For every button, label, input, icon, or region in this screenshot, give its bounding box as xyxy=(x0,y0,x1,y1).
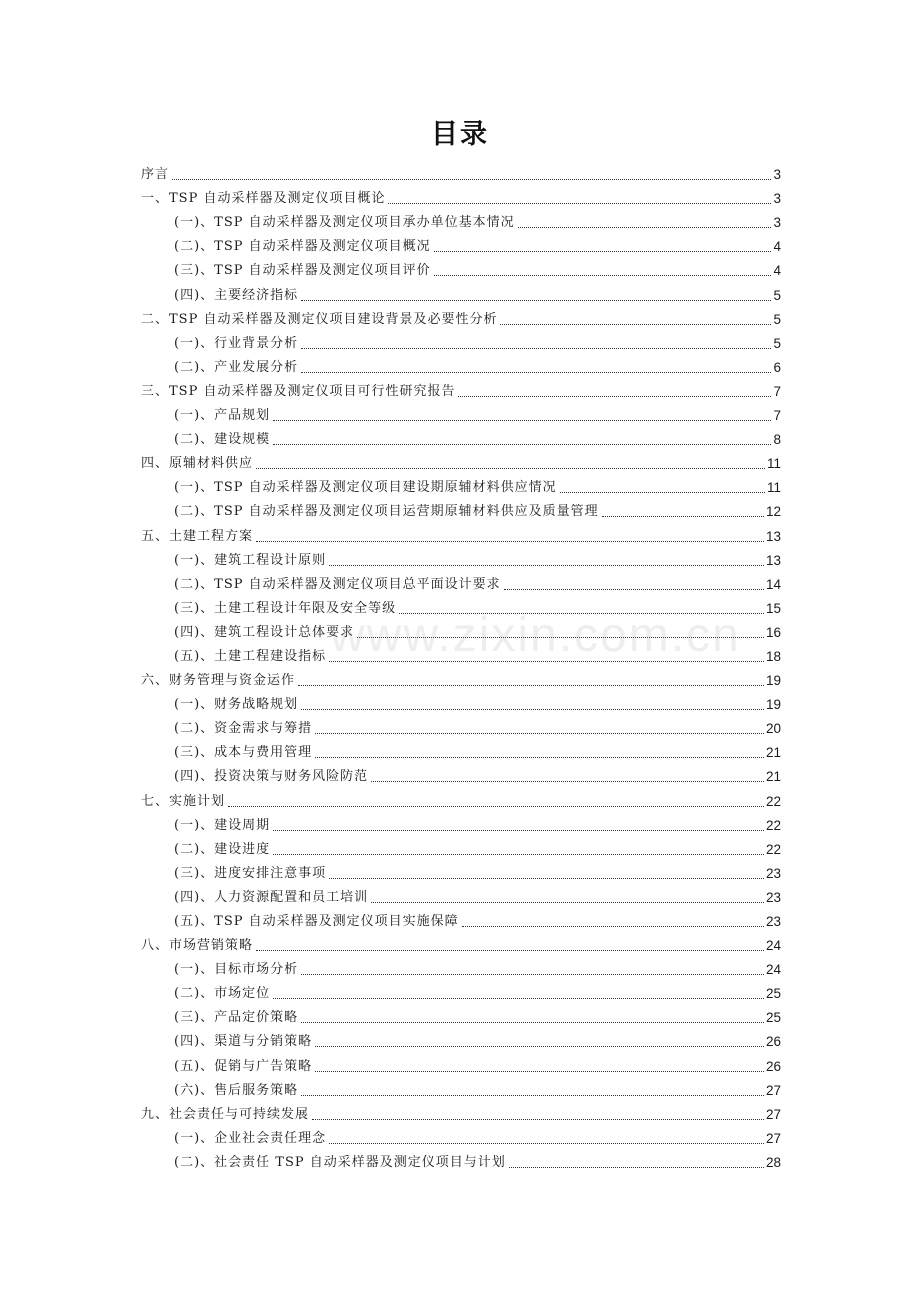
toc-dot-leader xyxy=(399,613,764,614)
toc-section-entry[interactable] xyxy=(141,955,781,979)
toc-entry-title: (三)、TSP 自动采样器及测定仪项目评价 xyxy=(174,263,431,279)
toc-page-number: 8 xyxy=(773,432,781,448)
toc-dot-leader xyxy=(273,830,764,831)
toc-section-entry[interactable] xyxy=(141,353,781,377)
toc-dot-leader xyxy=(256,950,764,951)
toc-dot-leader xyxy=(329,661,764,662)
toc-page-number: 11 xyxy=(766,456,781,472)
toc-dot-leader xyxy=(273,998,764,999)
toc-entry-title: (一)、企业社会责任理念 xyxy=(174,1130,327,1146)
toc-section-entry[interactable] xyxy=(141,714,781,738)
toc-section-entry[interactable] xyxy=(141,907,781,931)
toc-entry-title: (五)、土建工程建设指标 xyxy=(174,648,327,664)
toc-dot-leader xyxy=(458,396,771,397)
toc-entry-title: 三、TSP 自动采样器及测定仪项目可行性研究报告 xyxy=(141,383,456,399)
toc-chapter-entry[interactable] xyxy=(141,305,781,329)
toc-dot-leader xyxy=(434,251,772,252)
toc-page-number: 23 xyxy=(765,865,781,881)
toc-entry-title: (一)、TSP 自动采样器及测定仪项目建设期原辅材料供应情况 xyxy=(174,480,557,496)
toc-section-entry[interactable] xyxy=(141,979,781,1003)
toc-page-number: 23 xyxy=(765,914,781,929)
toc-dot-leader xyxy=(228,806,764,807)
toc-dot-leader xyxy=(256,468,765,469)
toc-page-number: 25 xyxy=(765,1010,781,1026)
toc-page-number: 27 xyxy=(765,1082,781,1098)
toc-entry-title: 七、实施计划 xyxy=(141,793,226,809)
toc-page-number: 6 xyxy=(773,359,781,375)
toc-entry-title: (二)、产业发展分析 xyxy=(174,359,299,375)
toc-dot-leader xyxy=(172,179,771,180)
toc-chapter-entry[interactable] xyxy=(141,1100,781,1124)
toc-dot-leader xyxy=(315,1046,764,1047)
toc-page-number: 4 xyxy=(773,263,781,279)
toc-dot-leader xyxy=(329,1143,764,1144)
toc-dot-leader xyxy=(301,1095,764,1096)
toc-page-number: 26 xyxy=(765,1034,781,1050)
toc-dot-leader xyxy=(329,878,764,879)
toc-entry-title: (四)、投资决策与财务风险防范 xyxy=(174,769,369,785)
toc-dot-leader xyxy=(357,637,764,638)
toc-section-entry[interactable] xyxy=(141,738,781,762)
toc-entry-title: (二)、市场定位 xyxy=(174,986,271,1002)
toc-section-entry[interactable] xyxy=(141,859,781,883)
toc-page-number: 13 xyxy=(765,528,781,544)
toc-entry-title: (一)、财务战略规划 xyxy=(174,697,299,713)
toc-section-entry[interactable] xyxy=(141,256,781,280)
toc-chapter-entry[interactable] xyxy=(141,786,781,810)
toc-entry-title: (三)、产品定价策略 xyxy=(174,1010,299,1026)
toc-entry-title: (四)、主要经济指标 xyxy=(174,287,299,303)
toc-entry-title: 二、TSP 自动采样器及测定仪项目建设背景及必要性分析 xyxy=(141,311,498,327)
toc-page-number: 3 xyxy=(773,215,781,231)
toc-dot-leader xyxy=(602,516,764,517)
toc-entry-title: (六)、售后服务策略 xyxy=(174,1082,299,1098)
toc-section-entry[interactable] xyxy=(141,425,781,449)
toc-section-entry[interactable] xyxy=(141,1124,781,1148)
toc-page-number: 14 xyxy=(765,576,781,592)
toc-section-entry[interactable] xyxy=(141,1027,781,1051)
toc-page-number: 5 xyxy=(773,311,781,327)
toc-section-entry[interactable] xyxy=(141,329,781,353)
page-title: 目录 xyxy=(431,119,489,150)
toc-dot-leader xyxy=(273,420,771,421)
toc-page-number: 22 xyxy=(765,793,781,809)
toc-entry-title: (一)、产品规划 xyxy=(174,408,271,424)
toc-entry-title: (一)、行业背景分析 xyxy=(174,335,299,351)
toc-section-entry[interactable] xyxy=(141,497,781,521)
toc-page-number: 7 xyxy=(773,383,781,399)
toc-dot-leader xyxy=(301,974,764,975)
toc-page-number: 19 xyxy=(765,673,781,689)
toc-dot-leader xyxy=(315,1071,764,1072)
toc-page-number: 3 xyxy=(773,167,781,183)
toc-section-entry[interactable] xyxy=(141,594,781,618)
toc-page-number: 19 xyxy=(765,697,781,713)
toc-section-entry[interactable] xyxy=(141,883,781,907)
toc-page-number: 21 xyxy=(765,745,781,761)
toc-entry-title: 六、财务管理与资金运作 xyxy=(141,673,296,689)
toc-chapter-entry[interactable] xyxy=(141,931,781,955)
toc-dot-leader xyxy=(301,300,771,301)
toc-dot-leader xyxy=(388,203,771,204)
toc-dot-leader xyxy=(315,733,764,734)
toc-entry-title: (一)、目标市场分析 xyxy=(174,962,299,978)
toc-section-entry[interactable] xyxy=(141,811,781,835)
toc-page-number: 22 xyxy=(765,817,781,833)
toc-dot-leader xyxy=(256,541,764,542)
toc-page-number: 23 xyxy=(765,889,781,905)
toc-dot-leader xyxy=(301,709,764,710)
toc-dot-leader xyxy=(504,589,764,590)
toc-page-number: 13 xyxy=(765,552,781,568)
toc-page-number: 3 xyxy=(773,191,781,207)
toc-dot-leader xyxy=(301,372,771,373)
toc-entry-title: 五、土建工程方案 xyxy=(141,528,254,544)
toc-section-entry[interactable] xyxy=(141,401,781,425)
toc-section-entry[interactable] xyxy=(141,690,781,714)
toc-section-entry[interactable] xyxy=(141,232,781,256)
toc-dot-leader xyxy=(500,324,771,325)
toc-entry-title: (三)、成本与费用管理 xyxy=(174,745,313,761)
toc-page-number: 5 xyxy=(773,335,781,351)
toc-section-entry[interactable] xyxy=(141,835,781,859)
toc-dot-leader xyxy=(509,1167,764,1168)
toc-page-number: 27 xyxy=(765,1130,781,1146)
toc-entry-title: (五)、TSP 自动采样器及测定仪项目实施保障 xyxy=(174,914,459,929)
toc-chapter-entry[interactable] xyxy=(141,521,781,545)
toc-entry-title: (三)、进度安排注意事项 xyxy=(174,865,327,881)
toc-entry-title: (五)、促销与广告策略 xyxy=(174,1058,313,1074)
toc-entry-title: 序言 xyxy=(141,167,170,183)
toc-entry-title: (四)、建筑工程设计总体要求 xyxy=(174,624,355,640)
toc-page-number: 28 xyxy=(765,1154,781,1170)
toc-chapter-entry[interactable] xyxy=(141,184,781,208)
toc-entry-title: 八、市场营销策略 xyxy=(141,938,254,954)
toc-chapter-entry[interactable] xyxy=(141,377,781,401)
toc-entry-title: 四、原辅材料供应 xyxy=(141,456,254,472)
toc-page-number: 25 xyxy=(765,986,781,1002)
toc-page-number: 12 xyxy=(765,504,781,520)
toc-page-number: 15 xyxy=(765,600,781,616)
toc-dot-leader xyxy=(371,781,764,782)
toc-entry-title: (二)、社会责任 TSP 自动采样器及测定仪项目与计划 xyxy=(174,1154,506,1170)
toc-page-number: 18 xyxy=(765,648,781,664)
toc-entry-title: (二)、资金需求与筹措 xyxy=(174,721,313,737)
toc-dot-leader xyxy=(312,1119,764,1120)
toc-chapter-entry[interactable] xyxy=(141,666,781,690)
toc-entry-title: 九、社会责任与可持续发展 xyxy=(141,1106,310,1122)
toc-section-entry[interactable] xyxy=(141,1148,781,1172)
toc-page-number: 5 xyxy=(773,287,781,303)
toc-page-number: 24 xyxy=(765,938,781,954)
toc-dot-leader xyxy=(273,444,771,445)
toc-page-number: 26 xyxy=(765,1058,781,1074)
table-of-contents xyxy=(141,160,781,1172)
toc-entry-title: (一)、建筑工程设计原则 xyxy=(174,552,327,568)
toc-chapter-entry[interactable] xyxy=(141,449,781,473)
toc-section-entry[interactable] xyxy=(141,280,781,304)
toc-entry-title: (二)、建设进度 xyxy=(174,841,271,857)
toc-page-number: 22 xyxy=(765,841,781,857)
toc-page-number: 11 xyxy=(766,480,781,496)
toc-chapter-entry[interactable] xyxy=(141,160,781,184)
toc-section-entry[interactable] xyxy=(141,546,781,570)
toc-dot-leader xyxy=(273,854,764,855)
toc-section-entry[interactable] xyxy=(141,618,781,642)
toc-page-number: 7 xyxy=(773,408,781,424)
toc-section-entry[interactable] xyxy=(141,642,781,666)
toc-dot-leader xyxy=(301,348,771,349)
toc-entry-title: (二)、TSP 自动采样器及测定仪项目总平面设计要求 xyxy=(174,576,501,592)
toc-section-entry[interactable] xyxy=(141,570,781,594)
toc-dot-leader xyxy=(518,227,772,228)
toc-entry-title: (二)、TSP 自动采样器及测定仪项目运营期原辅材料供应及质量管理 xyxy=(174,504,599,520)
toc-dot-leader xyxy=(315,757,764,758)
toc-dot-leader xyxy=(329,565,764,566)
toc-entry-title: (三)、土建工程设计年限及安全等级 xyxy=(174,600,397,616)
toc-section-entry[interactable] xyxy=(141,1076,781,1100)
toc-dot-leader xyxy=(301,1022,764,1023)
toc-section-entry[interactable] xyxy=(141,762,781,786)
toc-entry-title: (二)、TSP 自动采样器及测定仪项目概况 xyxy=(174,239,431,255)
toc-dot-leader xyxy=(560,492,765,493)
toc-section-entry[interactable] xyxy=(141,1003,781,1027)
toc-page-number: 21 xyxy=(765,769,781,785)
toc-page-number: 24 xyxy=(765,962,781,978)
toc-page-number: 27 xyxy=(765,1106,781,1122)
toc-dot-leader xyxy=(298,685,764,686)
toc-page-number: 20 xyxy=(765,721,781,737)
toc-page-number: 16 xyxy=(765,624,781,640)
toc-section-entry[interactable] xyxy=(141,1051,781,1075)
toc-entry-title: (四)、人力资源配置和员工培训 xyxy=(174,889,369,905)
toc-entry-title: (四)、渠道与分销策略 xyxy=(174,1034,313,1050)
toc-entry-title: (一)、TSP 自动采样器及测定仪项目承办单位基本情况 xyxy=(174,215,515,231)
toc-dot-leader xyxy=(462,926,764,927)
watermark: www.zixin.com.cn xyxy=(330,609,741,662)
toc-entry-title: 一、TSP 自动采样器及测定仪项目概论 xyxy=(141,191,386,207)
toc-page-number: 4 xyxy=(773,239,781,255)
toc-entry-title: (二)、建设规模 xyxy=(174,432,271,448)
toc-section-entry[interactable] xyxy=(141,473,781,497)
toc-entry-title: (一)、建设周期 xyxy=(174,817,271,833)
toc-dot-leader xyxy=(371,902,764,903)
toc-section-entry[interactable] xyxy=(141,208,781,232)
toc-dot-leader xyxy=(434,275,772,276)
